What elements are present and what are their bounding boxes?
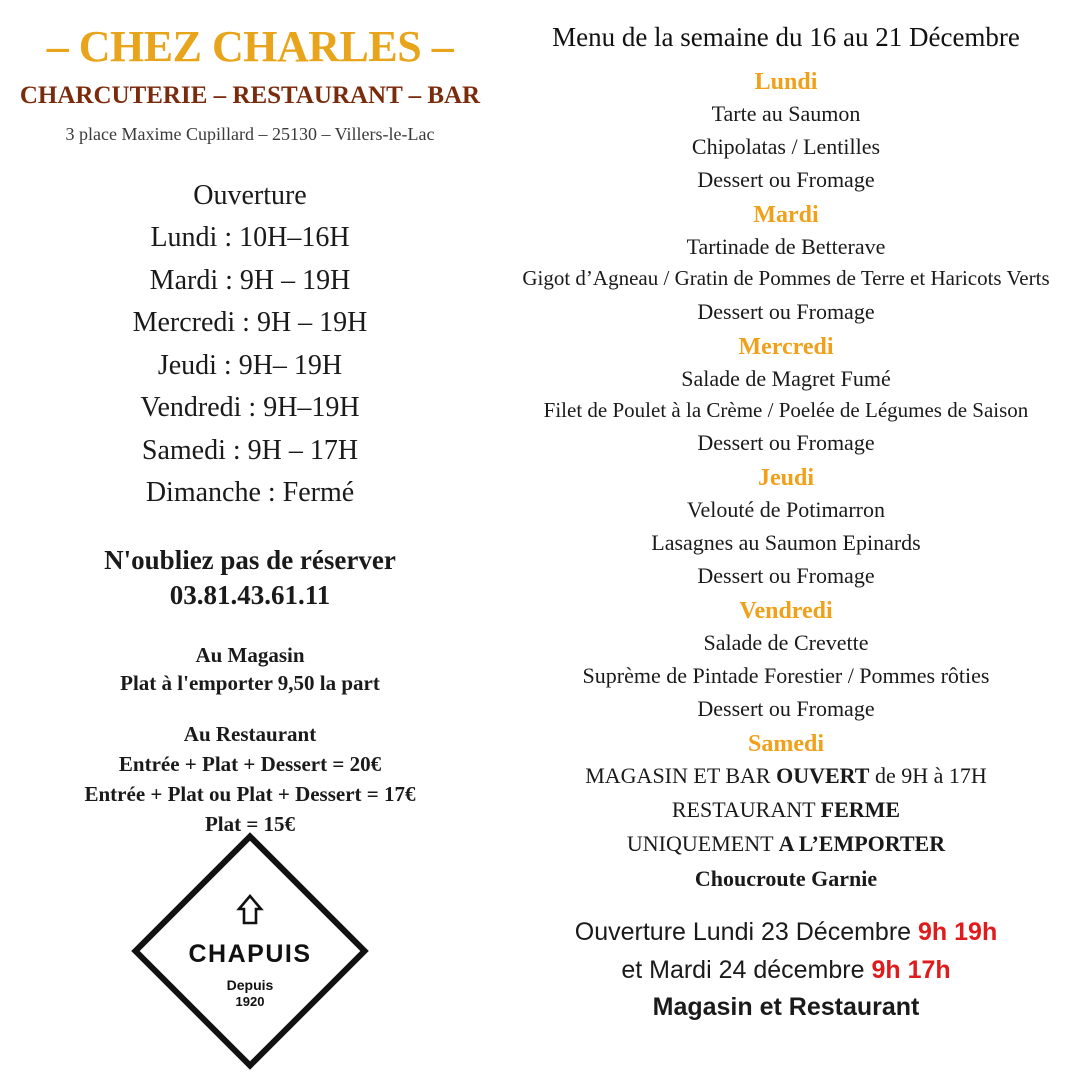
restaurant-price-full: Entrée + Plat + Dessert = 20€ — [118, 752, 382, 777]
dish-item: Dessert ou Fromage — [697, 167, 875, 192]
dish-item: Salade de Magret Fumé — [681, 365, 891, 391]
brand-subtitle: CHARCUTERIE – RESTAURANT – BAR — [19, 82, 481, 110]
dish-item: Salade de Crevette — [703, 630, 869, 655]
shop-takeaway-price: Plat à l'emporter 9,50 la part — [120, 671, 380, 696]
dish-item: Dessert ou Fromage — [697, 430, 875, 455]
day-title-lundi: Lundi — [754, 69, 818, 95]
saturday-takeaway-pre: UNIQUEMENT — [626, 831, 779, 857]
reservation-title: N'oubliez pas de réserver — [104, 545, 396, 576]
saturday-takeaway-status: A L’EMPORTER — [778, 831, 946, 857]
saturday-shop-line — [500, 759, 1072, 793]
hours-monday: Lundi : 10H–16H — [150, 222, 350, 254]
hours-tuesday: Mardi : 9H – 19H — [149, 264, 351, 296]
holiday-monday-hours: 9h 19h — [918, 918, 998, 947]
logo-year: 1920 — [235, 994, 265, 1010]
holiday-opening-notice — [500, 914, 1072, 1027]
logo-depuis: Depuis — [226, 977, 274, 994]
holiday-tuesday-hours: 9h 17h — [871, 955, 951, 984]
shop-section-title: Au Magasin — [195, 643, 305, 668]
saturday-restaurant-line — [500, 793, 1072, 827]
week-title: Menu de la semaine du 16 au 21 Décembre — [552, 22, 1020, 52]
arrow-house-icon — [230, 893, 270, 938]
holiday-monday-text: Ouverture Lundi 23 Décembre — [574, 918, 919, 947]
saturday-restaurant-status: FERME — [820, 797, 901, 823]
day-title-mercredi: Mercredi — [738, 333, 834, 360]
saturday-restaurant-pre: RESTAURANT — [671, 797, 821, 823]
saturday-shop-post: de 9H à 17H — [869, 763, 987, 788]
shop-address: 3 place Maxime Cupillard – 25130 – Villers-le-Lac — [65, 124, 435, 145]
holiday-tuesday-text: et Mardi 24 décembre — [621, 955, 872, 984]
saturday-takeaway-line — [500, 827, 1072, 861]
saturday-shop-pre: MAGASIN ET BAR — [585, 763, 777, 788]
dish-item: Lasagnes au Saumon Epinards — [651, 530, 921, 555]
restaurant-section-title: Au Restaurant — [183, 722, 317, 747]
holiday-line-tuesday — [500, 952, 1072, 990]
dish-item: Suprème de Pintade Forestier / Pommes rôties — [582, 663, 990, 688]
logo-name: CHAPUIS — [188, 940, 312, 969]
holiday-scope: Magasin et Restaurant — [652, 993, 920, 1022]
saturday-dish: Choucroute Garnie — [694, 866, 878, 892]
day-title-jeudi: Jeudi — [757, 465, 814, 491]
dish-item: Filet de Poulet à la Crème / Poelée de Légumes de Saison — [543, 397, 1029, 422]
hours-title: Ouverture — [193, 180, 307, 212]
dish-item: Chipolatas / Lentilles — [691, 134, 881, 159]
dish-item: Gigot d’Agneau / Gratin de Pommes de Terre et Haricots Verts — [522, 266, 1050, 290]
hours-wednesday: Mercredi : 9H – 19H — [132, 307, 368, 339]
reservation-phone: 03.81.43.61.11 — [169, 580, 331, 611]
dish-item: Tartinade de Betterave — [686, 234, 886, 259]
hours-sunday: Dimanche : Fermé — [145, 477, 355, 509]
shop-info-column — [0, 0, 500, 1080]
dish-item: Dessert ou Fromage — [697, 563, 875, 588]
dish-item: Tarte au Saumon — [711, 101, 861, 126]
hours-thursday: Jeudi : 9H– 19H — [157, 349, 343, 381]
holiday-line-monday — [500, 914, 1072, 952]
brand-title: – CHEZ CHARLES – — [46, 22, 454, 71]
day-title-mardi: Mardi — [753, 202, 819, 228]
dish-item: Dessert ou Fromage — [697, 696, 875, 721]
chapuis-logo — [10, 851, 490, 1051]
saturday-shop-status: OUVERT — [776, 763, 870, 788]
hours-saturday: Samedi : 9H – 17H — [141, 434, 359, 466]
weekly-menu-column — [500, 0, 1080, 1080]
dish-item: Dessert ou Fromage — [697, 298, 875, 324]
day-title-vendredi: Vendredi — [739, 598, 833, 624]
hours-friday: Vendredi : 9H–19H — [140, 392, 360, 424]
restaurant-price-two-course: Entrée + Plat ou Plat + Dessert = 17€ — [84, 782, 416, 807]
restaurant-price-main: Plat = 15€ — [204, 812, 296, 837]
dish-item: Velouté de Potimarron — [687, 497, 885, 522]
day-title-samedi: Samedi — [747, 731, 824, 757]
